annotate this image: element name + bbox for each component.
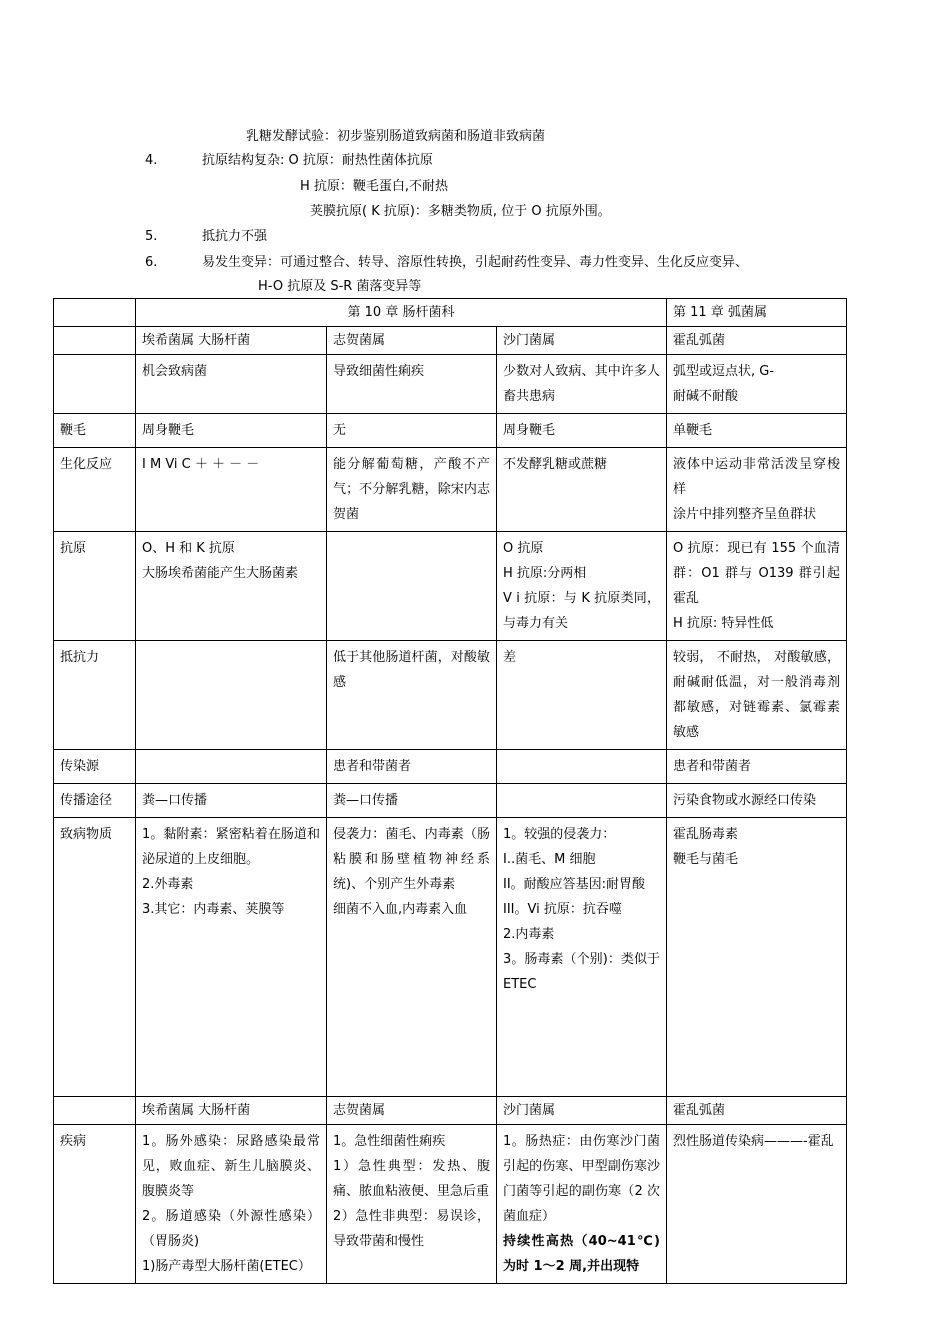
cell-line: 耐碱不耐酸 xyxy=(673,389,739,404)
cell-source-salmonella xyxy=(497,750,667,784)
cell-line: H 抗原:分两相 xyxy=(503,566,587,581)
cell-line: 2.内毒素 xyxy=(503,927,555,942)
header-escherichia: 埃希菌属 大肠杆菌 xyxy=(136,327,327,355)
genus-header-row-2 xyxy=(54,1097,847,1125)
table-row xyxy=(54,818,847,1097)
item-6-text: 易发生变异：可通过整合、转导、溶原性转换，引起耐药性变异、毒力性变异、生化反应变异、 xyxy=(202,255,749,270)
cell-pathogen-salmonella xyxy=(497,818,667,1097)
cell-flagella-shigella xyxy=(327,414,497,448)
cell-line: 2）急性非典型：易误诊，导致带菌和慢性 xyxy=(333,1209,490,1249)
cell-line: 能分解葡萄糖，产酸不产气；不分解乳糖，除宋内志贺菌 xyxy=(333,457,490,522)
chapter-header-row xyxy=(54,299,847,327)
cell-biochem-salmonella xyxy=(497,448,667,532)
cell-line: 3。肠毒素（个别)：类似于 ETEC xyxy=(503,952,660,992)
table-row xyxy=(54,1125,847,1284)
cell-resistance-escherichia xyxy=(136,641,327,750)
cell-line: 患者和带菌者 xyxy=(673,759,752,774)
cell-disease-shigella xyxy=(327,1125,497,1284)
cell-line: 鞭毛与菌毛 xyxy=(673,852,739,867)
cell-source-escherichia xyxy=(136,750,327,784)
cell-line: 细菌不入血,内毒素入血 xyxy=(333,902,468,917)
cell-line: 差 xyxy=(503,650,517,665)
cell-line: O、H 和 K 抗原 xyxy=(142,541,235,556)
item-4-k-antigen: 荚膜抗原( K 抗原)：多糖类物质, 位于 O 抗原外围。 xyxy=(310,204,611,219)
item-6-continuation: H-O 抗原及 S-R 菌落变异等 xyxy=(258,279,422,294)
cell-antigen-salmonella xyxy=(497,532,667,641)
cell-desc-shigella xyxy=(327,355,497,414)
genus-header-row xyxy=(54,327,847,355)
cell-line: 机会致病菌 xyxy=(142,364,208,379)
cell-line: 不发酵乳糖或蔗糖 xyxy=(503,457,608,472)
table-row xyxy=(54,641,847,750)
cell-line: H 抗原: 特异性低 xyxy=(673,616,774,631)
row-label-desc xyxy=(54,355,136,414)
cell-line: 1。肠热症：由伤寒沙门菌引起的伤寒、甲型副伤寒沙门菌等引起的副伤寒（2 次菌血症） xyxy=(503,1134,660,1224)
cell-line: 1）急性典型：发热、腹痛、脓血粘液便、里急后重 xyxy=(333,1159,490,1199)
cell-biochem-shigella xyxy=(327,448,497,532)
row-label-pathogen: 致病物质 xyxy=(54,818,136,1097)
cell-resistance-salmonella xyxy=(497,641,667,750)
cell-line: 粪—口传播 xyxy=(333,793,399,808)
cell-line: 弧型或逗点状, G- xyxy=(673,364,775,379)
table-row xyxy=(54,414,847,448)
cell-pathogen-shigella xyxy=(327,818,497,1097)
cell-flagella-escherichia xyxy=(136,414,327,448)
cell-line: III。Vi 抗原：抗吞噬 xyxy=(503,902,622,917)
cell-flagella-salmonella xyxy=(497,414,667,448)
chapter-10-header: 第 10 章 肠杆菌科 xyxy=(136,299,667,327)
cell-line: 霍乱肠毒素 xyxy=(673,827,739,842)
corner-cell xyxy=(54,299,136,327)
cell-line: 2。肠道感染（外源性感染）（胃肠炎) xyxy=(142,1209,320,1249)
row-label xyxy=(54,1097,136,1125)
cell-line: 液体中运动非常活泼呈穿梭样 xyxy=(673,457,840,497)
cell-route-escherichia xyxy=(136,784,327,818)
cell-line: 1)肠产毒型大肠杆菌(ETEC） xyxy=(142,1259,311,1274)
item-5-number: 5. xyxy=(145,229,158,244)
cell-line: 患者和带菌者 xyxy=(333,759,412,774)
item-4-h-antigen: H 抗原：鞭毛蛋白,不耐热 xyxy=(300,179,449,194)
cell-line: O 抗原：现已有 155 个血清群：O1 群与 O139 群引起霍乱 xyxy=(673,541,840,606)
cell-line: 少数对人致病、其中许多人畜共患病 xyxy=(503,364,660,404)
cell-line: 1。较强的侵袭力： xyxy=(503,827,616,842)
cell-line: 污染食物或水源经口传染 xyxy=(673,793,817,808)
cell-line: 侵袭力：菌毛、内毒素（肠粘膜和肠壁植物神经系统)、个别产生外毒素 xyxy=(333,827,490,892)
header-escherichia: 埃希菌属 大肠杆菌 xyxy=(136,1097,327,1125)
cell-antigen-vibrio xyxy=(667,532,847,641)
header-vibrio: 霍乱弧菌 xyxy=(667,327,847,355)
cell-line: 周身鞭毛 xyxy=(142,423,195,438)
table-row xyxy=(54,750,847,784)
cell-disease-escherichia xyxy=(136,1125,327,1284)
cell-line: 3.其它：内毒素、荚膜等 xyxy=(142,902,285,917)
cell-biochem-vibrio xyxy=(667,448,847,532)
cell-line: 无 xyxy=(333,423,347,438)
cell-biochem-escherichia xyxy=(136,448,327,532)
cell-antigen-escherichia xyxy=(136,532,327,641)
comparison-table xyxy=(53,298,847,1284)
cell-line: I M Vi C ＋ ＋ － － xyxy=(142,457,260,472)
cell-line: 1。黏附素：紧密粘着在肠道和泌尿道的上皮细胞。 xyxy=(142,827,320,867)
item-6-number: 6. xyxy=(145,255,158,270)
cell-flagella-vibrio xyxy=(667,414,847,448)
cell-route-salmonella xyxy=(497,784,667,818)
cell-disease-vibrio xyxy=(667,1125,847,1284)
table-row xyxy=(54,532,847,641)
cell-line: 2.外毒素 xyxy=(142,877,194,892)
cell-line: 涂片中排列整齐呈鱼群状 xyxy=(673,507,817,522)
cell-line: 1。急性细菌性痢疾 xyxy=(333,1134,446,1149)
row-label-antigen: 抗原 xyxy=(54,532,136,641)
cell-line: 单鞭毛 xyxy=(673,423,713,438)
cell-line: V i 抗原：与 K 抗原类同， 与毒力有关 xyxy=(503,591,660,631)
item-4-number: 4. xyxy=(145,153,158,168)
row-label xyxy=(54,327,136,355)
row-label-resistance: 抵抗力 xyxy=(54,641,136,750)
cell-line: 较弱， 不耐热， 对酸敏感，耐碱耐低温，对一般消毒剂都敏感，对链霉素、氯霉素敏感 xyxy=(673,650,840,740)
row-label-route: 传播途径 xyxy=(54,784,136,818)
table-row xyxy=(54,355,847,414)
cell-resistance-shigella xyxy=(327,641,497,750)
cell-route-vibrio xyxy=(667,784,847,818)
cell-route-shigella xyxy=(327,784,497,818)
cell-line: 烈性肠道传染病———-霍乱 xyxy=(673,1134,834,1149)
cell-line: 1。肠外感染：尿路感染最常见，败血症、新生儿脑膜炎、腹膜炎等 xyxy=(142,1134,320,1199)
cell-line: 大肠埃希菌能产生大肠菌素 xyxy=(142,566,299,581)
table-row xyxy=(54,784,847,818)
cell-source-vibrio xyxy=(667,750,847,784)
cell-desc-salmonella xyxy=(497,355,667,414)
row-label-biochem: 生化反应 xyxy=(54,448,136,532)
cell-resistance-vibrio xyxy=(667,641,847,750)
header-vibrio: 霍乱弧菌 xyxy=(667,1097,847,1125)
cell-disease-salmonella xyxy=(497,1125,667,1284)
cell-line: O 抗原 xyxy=(503,541,544,556)
lactose-test-line: 乳糖发酵试验：初步鉴别肠道致病菌和肠道非致病菌 xyxy=(246,129,546,144)
row-label-flagella: 鞭毛 xyxy=(54,414,136,448)
cell-line: 周身鞭毛 xyxy=(503,423,556,438)
header-salmonella: 沙门菌属 xyxy=(497,1097,667,1125)
header-shigella: 志贺菌属 xyxy=(327,327,497,355)
header-salmonella: 沙门菌属 xyxy=(497,327,667,355)
cell-line: 导致细菌性痢疾 xyxy=(333,364,425,379)
cell-line: 低于其他肠道杆菌，对酸敏感 xyxy=(333,650,490,690)
cell-line: II。耐酸应答基因:耐胃酸 xyxy=(503,877,646,892)
row-label-disease: 疾病 xyxy=(54,1125,136,1284)
cell-line-bold: 持续性高热（40~41℃)为时 1～2 周,并出现特 xyxy=(503,1234,660,1274)
cell-pathogen-escherichia xyxy=(136,818,327,1097)
header-shigella: 志贺菌属 xyxy=(327,1097,497,1125)
table-row xyxy=(54,448,847,532)
cell-source-shigella xyxy=(327,750,497,784)
row-label-source: 传染源 xyxy=(54,750,136,784)
cell-desc-escherichia xyxy=(136,355,327,414)
cell-line: 粪—口传播 xyxy=(142,793,208,808)
item-4-text: 抗原结构复杂: O 抗原：耐热性菌体抗原 xyxy=(202,153,433,168)
cell-pathogen-vibrio xyxy=(667,818,847,1097)
chapter-11-header: 第 11 章 弧菌属 xyxy=(667,299,847,327)
item-5-text: 抵抗力不强 xyxy=(202,229,268,244)
cell-antigen-shigella xyxy=(327,532,497,641)
cell-desc-vibrio xyxy=(667,355,847,414)
cell-line: I..菌毛、M 细胞 xyxy=(503,852,596,867)
